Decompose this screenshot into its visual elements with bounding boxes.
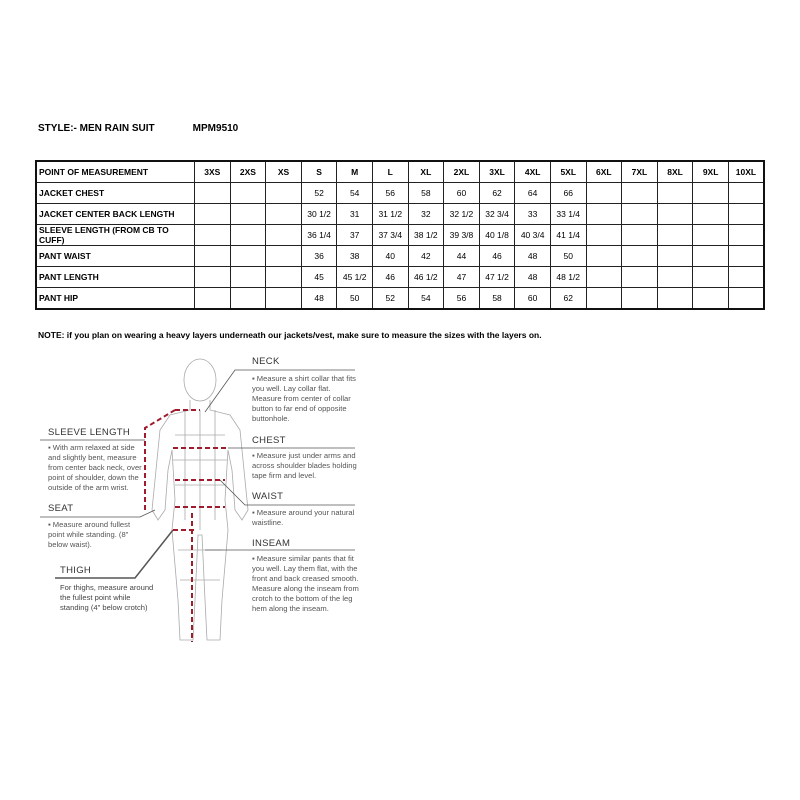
- inseam-label: INSEAM: [252, 538, 291, 549]
- column-header-size: M: [337, 161, 373, 183]
- size-value: 46: [372, 267, 408, 288]
- size-value: [728, 246, 764, 267]
- size-value: 48: [515, 267, 551, 288]
- size-value: 32 1/2: [444, 204, 480, 225]
- size-value: [586, 246, 622, 267]
- table-row: [36, 288, 764, 310]
- measurement-name: JACKET CENTER BACK LENGTH: [36, 204, 195, 225]
- measurement-name: SLEEVE LENGTH (FROM CB TO CUFF): [36, 225, 195, 246]
- size-value: [657, 246, 693, 267]
- size-value: 36: [301, 246, 337, 267]
- waist-text: ▪ Measure around your natural waistline.: [252, 508, 355, 527]
- column-header-size: 3XL: [479, 161, 515, 183]
- size-value: 46 1/2: [408, 267, 444, 288]
- size-value: 31 1/2: [372, 204, 408, 225]
- size-value: 33: [515, 204, 551, 225]
- size-value: [230, 183, 266, 204]
- size-value: [728, 204, 764, 225]
- size-value: 54: [337, 183, 373, 204]
- size-value: 38 1/2: [408, 225, 444, 246]
- size-value: [622, 246, 658, 267]
- column-header-size: 4XL: [515, 161, 551, 183]
- column-header-size: L: [372, 161, 408, 183]
- size-value: [586, 288, 622, 310]
- size-value: 33 1/4: [550, 204, 586, 225]
- size-value: [230, 288, 266, 310]
- style-title: [38, 123, 276, 134]
- size-value: [266, 204, 302, 225]
- size-value: 45 1/2: [337, 267, 373, 288]
- column-header-size: 6XL: [586, 161, 622, 183]
- column-header-size: 9XL: [693, 161, 729, 183]
- size-value: 60: [515, 288, 551, 310]
- size-value: 56: [444, 288, 480, 310]
- size-value: 47 1/2: [479, 267, 515, 288]
- neck-label: NECK: [252, 356, 280, 367]
- style-label: STYLE:- MEN RAIN SUIT: [38, 123, 155, 134]
- size-value: 62: [550, 288, 586, 310]
- size-value: [622, 225, 658, 246]
- size-value: [195, 288, 231, 310]
- measurement-name: PANT HIP: [36, 288, 195, 310]
- size-value: [586, 183, 622, 204]
- column-header-size: XL: [408, 161, 444, 183]
- size-value: 56: [372, 183, 408, 204]
- size-value: [195, 225, 231, 246]
- size-value: [586, 225, 622, 246]
- table-row: [36, 183, 764, 204]
- column-header-measurement: POINT OF MEASUREMENT: [36, 161, 195, 183]
- size-value: [195, 204, 231, 225]
- measurement-guide: [30, 350, 370, 650]
- size-value: 48: [301, 288, 337, 310]
- size-value: 36 1/4: [301, 225, 337, 246]
- size-value: 44: [444, 246, 480, 267]
- size-value: 40 1/8: [479, 225, 515, 246]
- column-header-size: 2XS: [230, 161, 266, 183]
- chest-label: CHEST: [252, 435, 286, 446]
- size-value: 46: [479, 246, 515, 267]
- size-value: 48 1/2: [550, 267, 586, 288]
- size-value: 38: [337, 246, 373, 267]
- size-value: [230, 225, 266, 246]
- thigh-text: For thighs, measure around the fullest point while standing (4" below crotch): [60, 583, 154, 612]
- size-value: 58: [408, 183, 444, 204]
- column-header-size: 5XL: [550, 161, 586, 183]
- size-value: [266, 288, 302, 310]
- size-value: 40 3/4: [515, 225, 551, 246]
- size-value: [230, 204, 266, 225]
- size-value: [195, 183, 231, 204]
- size-value: [195, 267, 231, 288]
- size-value: [266, 183, 302, 204]
- seat-label: SEAT: [48, 503, 74, 514]
- size-value: 41 1/4: [550, 225, 586, 246]
- seat-text: ▪ Measure around fullest point while standing. (8" below waist).: [48, 520, 131, 549]
- table-row: [36, 267, 764, 288]
- size-chart-table: [35, 160, 765, 310]
- size-value: 37 3/4: [372, 225, 408, 246]
- size-value: 60: [444, 183, 480, 204]
- size-value: [266, 225, 302, 246]
- size-value: 50: [550, 246, 586, 267]
- column-header-size: S: [301, 161, 337, 183]
- size-value: 39 3/8: [444, 225, 480, 246]
- size-value: [657, 267, 693, 288]
- thigh-label: THIGH: [60, 565, 92, 576]
- measurement-name: PANT WAIST: [36, 246, 195, 267]
- table-row: [36, 204, 764, 225]
- size-value: 42: [408, 246, 444, 267]
- size-value: 48: [515, 246, 551, 267]
- size-value: [728, 225, 764, 246]
- style-code: MPM9510: [192, 123, 239, 134]
- size-value: [657, 204, 693, 225]
- size-value: [586, 267, 622, 288]
- column-header-size: 3XS: [195, 161, 231, 183]
- size-value: 31: [337, 204, 373, 225]
- column-header-size: XS: [266, 161, 302, 183]
- size-value: [728, 267, 764, 288]
- size-value: [230, 267, 266, 288]
- size-value: 32: [408, 204, 444, 225]
- size-value: 47: [444, 267, 480, 288]
- chest-text: ▪ Measure just under arms and across shoulder blades holding tape firm and level.: [252, 451, 357, 480]
- measurement-name: JACKET CHEST: [36, 183, 195, 204]
- size-value: [693, 183, 729, 204]
- size-value: [586, 204, 622, 225]
- size-value: 64: [515, 183, 551, 204]
- size-value: [657, 183, 693, 204]
- size-value: [693, 288, 729, 310]
- size-value: 40: [372, 246, 408, 267]
- size-value: [230, 246, 266, 267]
- layers-note: NOTE: if you plan on wearing a heavy layers underneath our jackets/vest, make sure to measure the sizes with the layers on.: [38, 330, 542, 340]
- sleeve-length-text: ▪ With arm relaxed at side and slightly bent, measure from center back neck, over point of shoulder, down the outside of the arm wrist.: [48, 443, 142, 492]
- size-value: [622, 288, 658, 310]
- waist-label: WAIST: [252, 491, 284, 502]
- sleeve-length-label: SLEEVE LENGTH: [48, 427, 131, 438]
- size-value: [622, 204, 658, 225]
- size-value: 66: [550, 183, 586, 204]
- size-value: 52: [372, 288, 408, 310]
- size-value: 37: [337, 225, 373, 246]
- inseam-text: ▪ Measure similar pants that fit you well. Lay them flat, with the front and back creased smooth. Measure along the inseam from crotch to the bottom of the leg hem along the inseam.: [252, 554, 359, 613]
- size-value: [266, 246, 302, 267]
- column-header-size: 2XL: [444, 161, 480, 183]
- size-value: 52: [301, 183, 337, 204]
- size-value: [693, 204, 729, 225]
- size-value: 58: [479, 288, 515, 310]
- table-row: [36, 246, 764, 267]
- size-value: [693, 267, 729, 288]
- neck-text: ▪ Measure a shirt collar that fits you well. Lay collar flat. Measure from center of collar button to far end of opposite buttonhole.: [252, 374, 356, 423]
- size-value: [195, 246, 231, 267]
- column-header-size: 8XL: [657, 161, 693, 183]
- size-value: [693, 246, 729, 267]
- size-value: [728, 183, 764, 204]
- size-value: 62: [479, 183, 515, 204]
- size-value: [622, 267, 658, 288]
- size-value: [728, 288, 764, 310]
- column-header-size: 10XL: [728, 161, 764, 183]
- size-value: [657, 288, 693, 310]
- size-value: 50: [337, 288, 373, 310]
- size-value: 32 3/4: [479, 204, 515, 225]
- size-value: [622, 183, 658, 204]
- size-value: 45: [301, 267, 337, 288]
- table-row: [36, 225, 764, 246]
- size-value: [266, 267, 302, 288]
- table-header-row: [36, 161, 764, 183]
- size-value: [657, 225, 693, 246]
- size-value: 54: [408, 288, 444, 310]
- size-value: 30 1/2: [301, 204, 337, 225]
- column-header-size: 7XL: [622, 161, 658, 183]
- size-value: [693, 225, 729, 246]
- measurement-name: PANT LENGTH: [36, 267, 195, 288]
